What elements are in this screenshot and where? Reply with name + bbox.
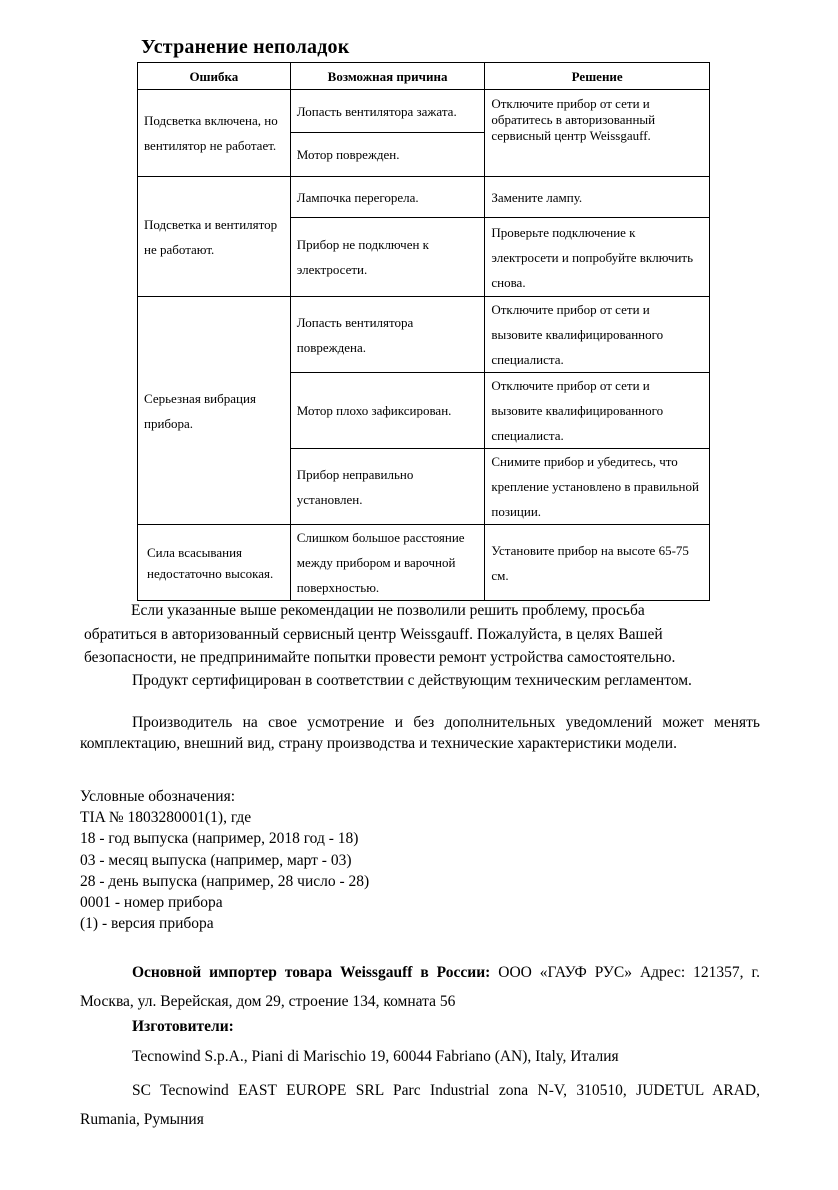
solution-cell: Проверьте подключение к электросети и попробуйте включить снова.: [485, 218, 710, 297]
solution-cell: Отключите прибор от сети и вызовите квалифицированного специалиста.: [485, 297, 710, 373]
legend-line: Условные обозначения:: [80, 788, 236, 805]
header-error: Ошибка: [138, 63, 291, 90]
recommendation-line-1: Если указанные выше рекомендации не позволили решить проблему, просьба: [131, 602, 645, 619]
cause-cell: Слишком большое расстояние между прибором и варочной поверхностью.: [290, 525, 485, 601]
cause-cell: Мотор плохо зафиксирован.: [290, 373, 485, 449]
recommendation-line-3: безопасности, не предпринимайте попытки провести ремонт устройства самостоятельно.: [84, 649, 676, 666]
header-solution: Решение: [485, 63, 710, 90]
recommendation-line-2: обратиться в авторизованный сервисный центр Weissgauff. Пожалуйста, в целях Вашей: [84, 626, 663, 643]
error-cell: Серьезная вибрация прибора.: [138, 297, 291, 525]
cause-cell: Лопасть вентилятора зажата.: [290, 90, 485, 133]
manufacturer-2: SC Tecnowind EAST EUROPE SRL Parc Industrial zona N-V, 310510, JUDETUL ARAD, Rumania, Румыния: [80, 1082, 760, 1128]
solution-cell: Замените лампу.: [485, 177, 710, 218]
solution-cell: Установите прибор на высоте 65-75 см.: [485, 525, 710, 601]
legend-block: [80, 786, 369, 934]
manufacturer-rights-paragraph: Производитель на свое усмотрение и без дополнительных уведомлений может менять комплектацию, внешний вид, страну производства и технические характеристики модели.: [80, 714, 760, 752]
legend-line: (1) - версия прибора: [80, 915, 214, 933]
solution-cell: Отключите прибор от сети и обратитесь в авторизованный сервисный центр Weissgauff.: [485, 90, 710, 177]
page-title: Устранение неполадок: [141, 36, 350, 58]
error-cell: Подсветка включена, но вентилятор не работает.: [138, 90, 291, 177]
legend-line: TIA № 1803280001(1), где: [80, 809, 252, 827]
solution-cell: Отключите прибор от сети и вызовите квалифицированного специалиста.: [485, 373, 710, 449]
header-cause: Возможная причина: [290, 63, 485, 90]
importer-paragraph: [80, 958, 760, 1016]
certification-paragraph: Продукт сертифицирован в соответствии с действующим техническим регламентом.: [132, 672, 692, 689]
legend-line: 28 - день выпуска (например, 28 число - 28): [80, 872, 370, 890]
solution-cell: Снимите прибор и убедитесь, что крепление установлено в правильной позиции.: [485, 449, 710, 525]
table-header-row: [138, 63, 710, 90]
importer-text: ООО «ГАУФ РУС» Адрес: 121357, г. Москва, ул. Верейская, дом 29, строение 134, комната 56: [80, 964, 761, 1010]
legend-line: 18 - год выпуска (например, 2018 год - 18): [80, 830, 359, 848]
cause-cell: Лопасть вентилятора повреждена.: [290, 297, 485, 373]
legend-line: 03 - месяц выпуска (например, март - 03): [80, 851, 352, 869]
table-row: [138, 297, 710, 373]
cause-cell: Лампочка перегорела.: [290, 177, 485, 218]
manufacturers-label: [80, 1016, 760, 1037]
table-row: [138, 525, 710, 601]
manufacturer-1: Tecnowind S.p.A., Piani di Marischio 19, 60044 Fabriano (AN), Italy, Италия: [132, 1048, 619, 1065]
manufacturers-label-text: Изготовители:: [132, 1018, 234, 1035]
legend-line: 0001 - номер прибора: [80, 894, 223, 912]
error-cell: Сила всасывания недостаточно высокая.: [138, 525, 291, 601]
cause-cell: Мотор поврежден.: [290, 133, 485, 177]
cause-cell: Прибор неправильно установлен.: [290, 449, 485, 525]
troubleshooting-table: [137, 62, 710, 601]
importer-label: Основной импортер товара Weissgauff в России:: [132, 964, 491, 981]
table-row: [138, 177, 710, 218]
table-row: [138, 90, 710, 133]
cause-cell: Прибор не подключен к электросети.: [290, 218, 485, 297]
error-cell: Подсветка и вентилятор не работают.: [138, 177, 291, 297]
